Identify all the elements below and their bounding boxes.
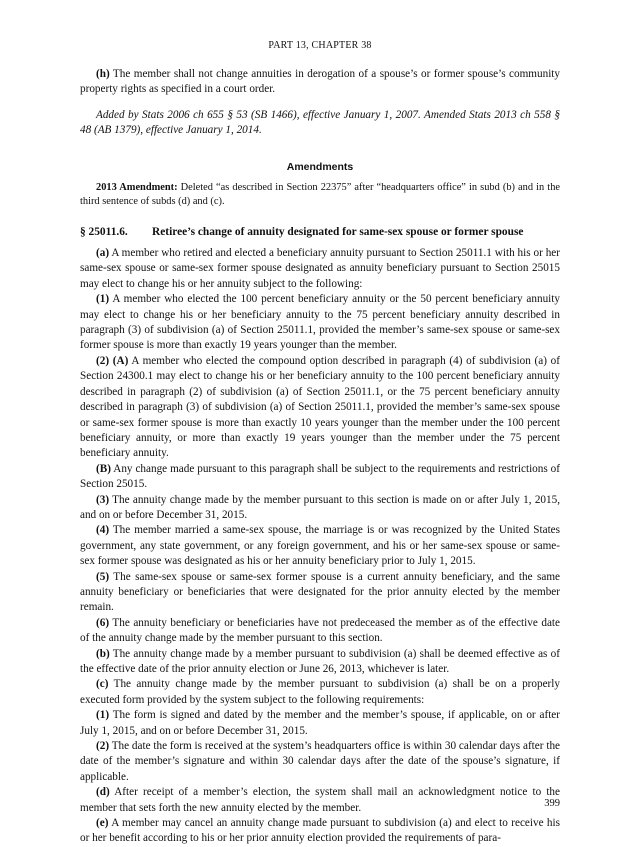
paragraph-label: (4)	[96, 524, 110, 537]
paragraph-text: The date the form is received at the system’s headquarters office is within 30 calendar days after the date of the member’s signature and within 30 calendar days after the date of the spouse’s signature, if applicable.	[80, 740, 560, 783]
section-heading	[80, 225, 560, 240]
running-head: PART 13, CHAPTER 38	[268, 40, 372, 51]
paragraph-a-1	[80, 292, 560, 354]
paragraph-text: A member may cancel an annuity change made pursuant to subdivision (a) and elect to receive his or her benefit according to his or her prior annuity election provided the requirements of para-	[80, 817, 560, 845]
section-title: Retiree’s change of annuity designated for same-sex spouse or former spouse	[152, 225, 524, 238]
paragraph-label: (B)	[96, 462, 111, 475]
amendments-heading: Amendments	[286, 160, 354, 173]
paragraph-label: (c)	[96, 678, 109, 691]
history-note: Added by Stats 2006 ch 655 § 53 (SB 1466), effective January 1, 2007. Amended Stats 2013 ch 558 § 48 (AB 1379), effective January 1, 2014.	[80, 108, 560, 137]
paragraph-label: (1)	[96, 293, 110, 306]
paragraph-a-3	[80, 493, 560, 524]
amendment-text: Deleted “as described in Section 22375” after “headquarters office” in subd (b) and in the third sentence of subds (d) and (c).	[80, 181, 560, 207]
paragraph-a-2-A	[80, 354, 560, 462]
paragraph-text: The member married a same-sex spouse, the marriage is or was recognized by the United States government, any state government, or any foreign government, and his or her same-sex spouse or same-sex former spouse was designated as his or her annuity beneficiary prior to July 1, 2015.	[80, 524, 560, 568]
paragraph-text: The annuity change made by the member pursuant to this section is made on or after July 1, 2015, and on or before December 31, 2015.	[80, 493, 560, 521]
paragraph-a-4	[80, 523, 560, 569]
subdivision-h	[80, 67, 560, 98]
paragraph-c	[80, 677, 560, 708]
paragraph-a-5	[80, 570, 560, 616]
paragraph-text: The annuity change made by the member pursuant to subdivision (a) shall be on a properly executed form provided by the system subject to the following requirements:	[80, 678, 560, 706]
paragraph-text: A member who elected the compound option described in paragraph (4) of subdivision (a) of Section 24300.1 may elect to change his or her beneficiary annuity to the 100 percent beneficiary annuity described in paragraph (2) of subdivision (a) of Section 25011.1, or the 75 percent beneficiary annuity described in paragraph (3) of subdivision (a) of Section 25011.1, provided the member’s same-sex spouse or same-sex former spouse is more than exactly 10 years younger than the member under the 100 percent beneficiary annuity, or more than exactly 19 years younger than the member under the 75 percent beneficiary annuity.	[80, 354, 560, 460]
paragraph-a	[80, 246, 560, 292]
paragraph-label: (3)	[96, 493, 110, 506]
paragraph-c-2	[80, 739, 560, 785]
document-page	[80, 0, 560, 847]
subdivision-text: The member shall not change annuities in derogation of a spouse’s or former spouse’s community property rights as specified in a court order.	[80, 68, 560, 96]
paragraph-label: (e)	[96, 817, 109, 830]
paragraph-text: A member who elected the 100 percent beneficiary annuity or the 50 percent beneficiary annuity may elect to change his or her beneficiary annuity to the 75 percent beneficiary annuity described in paragraph (3) of subdivision (a) of Section 25011.1, provided the member’s same-sex spouse or same-sex former spouse is more than exactly 19 years younger than the member.	[80, 293, 560, 352]
paragraph-text: Any change made pursuant to this paragraph shall be subject to the requirements and restrictions of Section 25015.	[80, 462, 560, 491]
paragraph-label: (d)	[96, 786, 110, 799]
paragraph-e	[80, 816, 560, 847]
paragraph-text: The annuity beneficiary or beneficiaries have not predeceased the member as of the effective date of the annuity change made by the member pursuant to this section.	[80, 616, 560, 645]
paragraph-label: (6)	[96, 616, 110, 629]
paragraph-label: (a)	[96, 247, 110, 260]
paragraph-text: The annuity change made by a member pursuant to subdivision (a) shall be deemed effective as of the effective date of the prior annuity election or June 26, 2013, whichever is later.	[80, 647, 560, 675]
paragraph-label: (5)	[96, 570, 110, 583]
paragraph-d	[80, 785, 560, 816]
amendment-note	[80, 181, 560, 209]
paragraph-a-2-B	[80, 462, 560, 493]
paragraph-label: (1)	[96, 709, 110, 722]
section-number: § 25011.6.	[80, 225, 128, 238]
paragraph-label: (2) (A)	[96, 354, 129, 367]
paragraph-text: A member who retired and elected a beneficiary annuity pursuant to Section 25011.1 with his or her same-sex spouse or same-sex former spouse designated as annuity beneficiary pursuant to Section 25015 may elect to change his or her annuity subject to the following:	[80, 247, 560, 290]
paragraph-text: The form is signed and dated by the member and the member’s spouse, if applicable, on or after July 1, 2015, and on or before December 31, 2015.	[80, 709, 560, 737]
subdivision-label: (h)	[96, 68, 110, 80]
paragraph-text: After receipt of a member’s election, the system shall mail an acknowledgment notice to the member that sets forth the new annuity elected by the member.	[80, 786, 560, 814]
paragraph-text: The same-sex spouse or same-sex former spouse is a current annuity beneficiary, and the same annuity beneficiary or beneficiaries that were designated for the prior annuity elected by the member remain.	[80, 570, 560, 614]
paragraph-a-6	[80, 616, 560, 647]
paragraph-b	[80, 647, 560, 678]
paragraph-label: (2)	[96, 740, 110, 753]
page-number: 399	[544, 798, 560, 809]
paragraph-label: (b)	[96, 647, 110, 660]
paragraph-c-1	[80, 708, 560, 739]
amendment-label: 2013 Amendment:	[96, 181, 178, 193]
